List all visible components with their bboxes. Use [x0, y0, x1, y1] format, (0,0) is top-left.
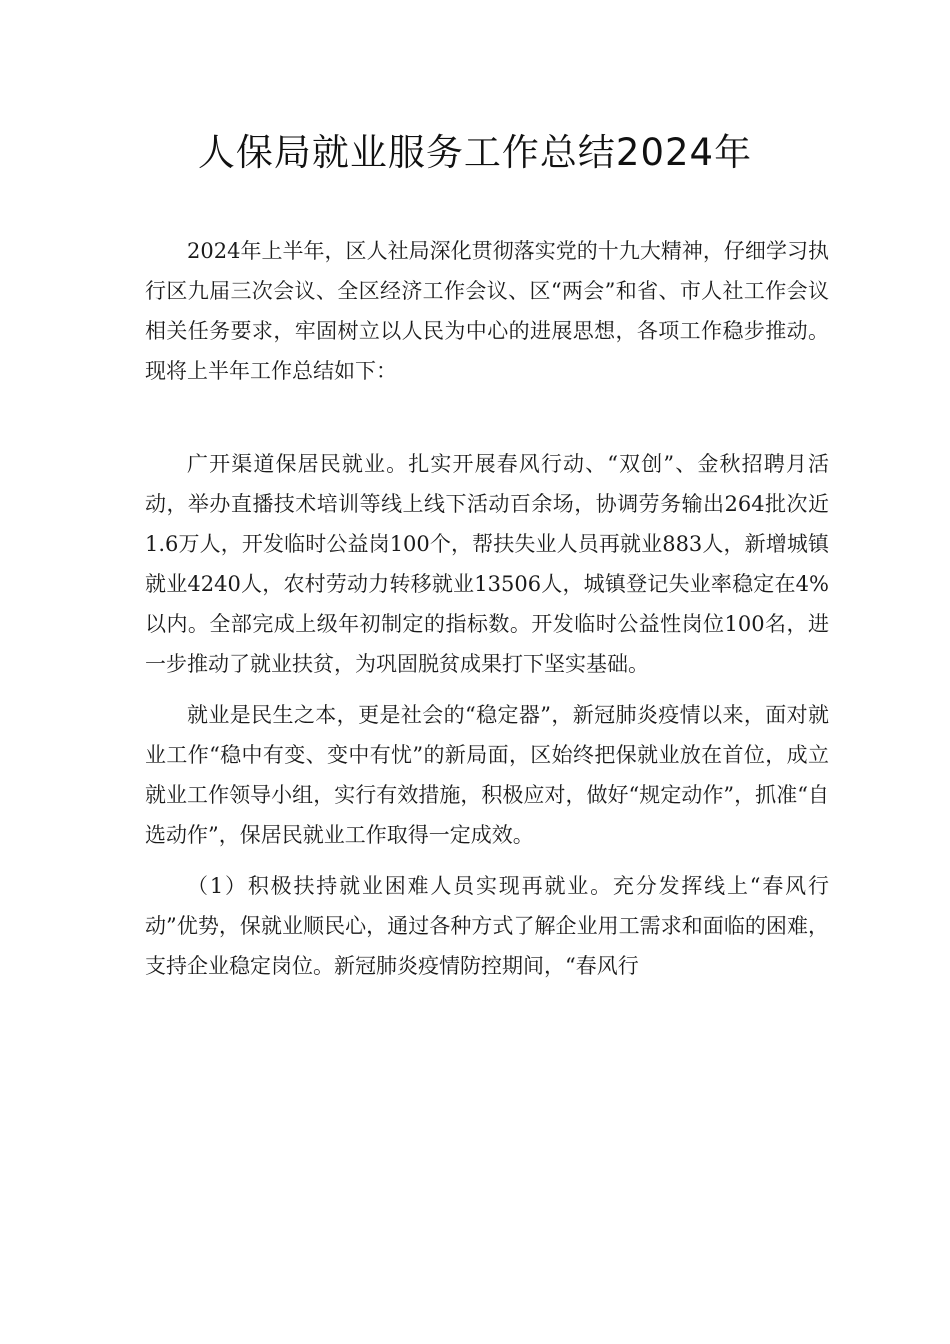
paragraph-employment-channels: 广开渠道保居民就业。扎实开展春风行动、“双创”、金秋招聘月活动，举办直播技术培训等线上线下活动百余场，协调劳务输出264批次近1.6万人，开发临时公益岗100个，帮扶失业人员再就业883人，新增城镇就业4240人，农村劳动力转移就业13506人，城镇登记失业率稳定在4%以内。全部完成上级年初制定的指标数。开发临时公益性岗位100名，进一步推动了就业扶贫，为巩固脱贫成果打下坚实基础。 — [145, 452, 829, 676]
paragraph-spacer — [145, 684, 829, 695]
paragraph-spacer — [145, 855, 829, 866]
document-title: 人保局就业服务工作总结2024年 — [197, 131, 753, 174]
paragraph-employment-stability: 就业是民生之本，更是社会的“稳定器”，新冠肺炎疫情以来，面对就业工作“稳中有变、变中有忧”的新局面，区始终把保就业放在首位，成立就业工作领导小组，实行有效措施，积极应对，做好“规定动作”，抓准“自选动作”，保居民就业工作取得一定成效。 — [145, 703, 829, 847]
paragraph-intro: 2024年上半年，区人社局深化贯彻落实党的十九大精神，仔细学习执行区九届三次会议、全区经济工作会议、区“两会”和省、市人社工作会议相关任务要求，牢固树立以人民为中心的进展思想，各项工作稳步推动。现将上半年工作总结如下： — [145, 239, 829, 383]
paragraph-spacer — [145, 391, 829, 444]
document-body — [145, 231, 829, 986]
paragraph-reemployment-support: （1）积极扶持就业困难人员实现再就业。充分发挥线上“春风行动”优势，保就业顺民心，通过各种方式了解企业用工需求和面临的困难，支持企业稳定岗位。新冠肺炎疫情防控期间，“春风行 — [145, 874, 829, 978]
